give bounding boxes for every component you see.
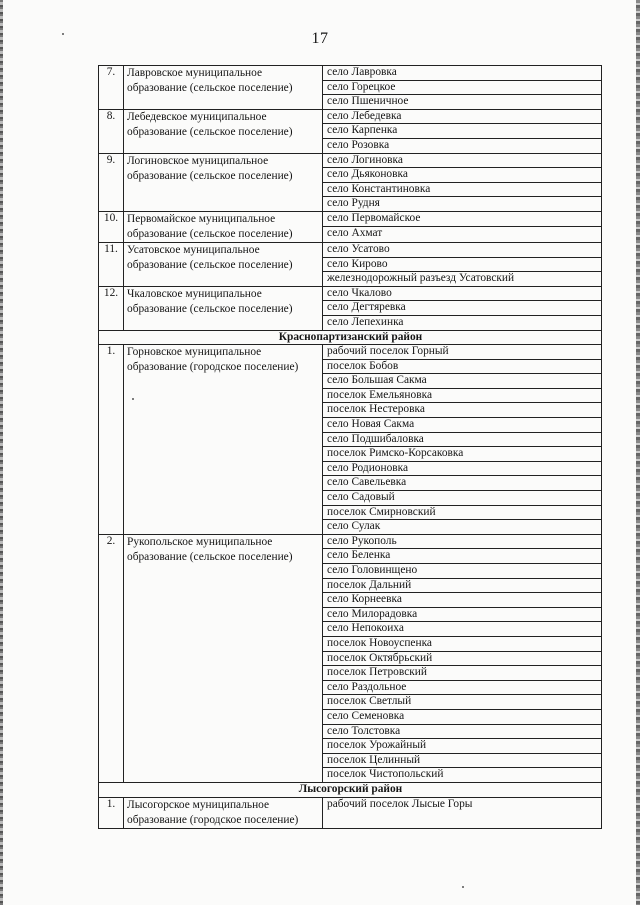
settlement-name: село Лебедевка	[323, 109, 602, 124]
settlement-name: поселок Светлый	[323, 695, 602, 710]
table-row	[99, 211, 602, 227]
settlement-name: село Логиновка	[323, 153, 602, 168]
scan-speck	[62, 33, 64, 35]
settlement-name: рабочий поселок Лысые Горы	[323, 797, 602, 828]
entry-number: 12.	[99, 286, 124, 330]
settlement-name: село Раздольное	[323, 680, 602, 695]
settlement-name: село Дьяконовка	[323, 168, 602, 183]
municipality-name: Лысогорское муниципальное образование (городское поселение)	[124, 797, 323, 828]
region-title-lysogorsky: Лысогорский район	[99, 782, 602, 797]
table-row	[99, 345, 602, 360]
settlement-name: село Большая Сакма	[323, 374, 602, 389]
table-row	[99, 286, 602, 301]
settlement-name: поселок Урожайный	[323, 739, 602, 754]
settlement-name: село Лавровка	[323, 66, 602, 81]
region-row	[99, 330, 602, 345]
settlement-name: село Толстовка	[323, 724, 602, 739]
entry-number: 9.	[99, 153, 124, 211]
settlement-name: рабочий поселок Горный	[323, 345, 602, 360]
table-section-lysogorsky	[99, 797, 602, 828]
table-row	[99, 797, 602, 828]
settlement-name: поселок Петровский	[323, 666, 602, 681]
settlement-name: село Кирово	[323, 257, 602, 272]
entry-number: 11.	[99, 242, 124, 286]
settlement-name: село Беленка	[323, 549, 602, 564]
settlement-name: село Савельевка	[323, 476, 602, 491]
municipality-name: Рукопольское муниципальное образование (сельское поселение)	[124, 534, 323, 782]
entry-number: 8.	[99, 109, 124, 153]
settlement-name: село Сулак	[323, 520, 602, 535]
settlement-name: село Ахмат	[323, 227, 602, 243]
settlement-name: село Милорадовка	[323, 607, 602, 622]
table-row	[99, 242, 602, 257]
table-section-region-header	[99, 330, 602, 345]
settlement-name: поселок Новоуспенка	[323, 636, 602, 651]
settlement-name: поселок Римско-Корсаковка	[323, 447, 602, 462]
settlement-name: село Пшеничное	[323, 95, 602, 110]
municipality-name: Чкаловское муниципальное образование (сельское поселение)	[124, 286, 323, 330]
settlement-name: село Розовка	[323, 138, 602, 153]
settlement-name: село Чкалово	[323, 286, 602, 301]
settlement-name: село Родионовка	[323, 461, 602, 476]
municipality-name: Первомайское муниципальное образование (сельское поселение)	[124, 211, 323, 242]
table-section-region-header-2	[99, 782, 602, 797]
municipality-name: Логиновское муниципальное образование (сельское поселение)	[124, 153, 323, 211]
settlement-name: село Дегтяревка	[323, 301, 602, 316]
entry-number: 10.	[99, 211, 124, 242]
scan-edge-left	[0, 0, 3, 905]
settlement-name: село Подшибаловка	[323, 432, 602, 447]
entry-number: 7.	[99, 66, 124, 110]
settlement-name: поселок Октябрьский	[323, 651, 602, 666]
table-row	[99, 66, 602, 81]
table-row	[99, 109, 602, 124]
settlements-table	[98, 65, 602, 829]
settlement-name: село Рукополь	[323, 534, 602, 549]
settlement-name: село Константиновка	[323, 182, 602, 197]
scan-edge-right	[636, 0, 640, 905]
settlement-name: село Первомайское	[323, 211, 602, 227]
entry-number: 1.	[99, 345, 124, 535]
settlement-name: село Садовый	[323, 491, 602, 506]
settlement-name: село Горецкое	[323, 80, 602, 95]
scan-speck	[462, 886, 464, 888]
scan-speck	[132, 398, 134, 400]
municipality-name: Лавровское муниципальное образование (сельское поселение)	[124, 66, 323, 110]
settlement-name: поселок Смирновский	[323, 505, 602, 520]
settlement-name: поселок Чистопольский	[323, 768, 602, 783]
table-section-krasnopartizansky	[99, 345, 602, 783]
page-number: 17	[311, 30, 329, 47]
settlement-name: село Новая Сакма	[323, 418, 602, 433]
settlement-name: село Корнеевка	[323, 593, 602, 608]
settlement-name: поселок Бобов	[323, 359, 602, 374]
region-row	[99, 782, 602, 797]
settlement-name: село Карпенка	[323, 124, 602, 139]
region-title-krasnopartizansky: Краснопартизанский район	[99, 330, 602, 345]
settlement-name: село Непокоиха	[323, 622, 602, 637]
entry-number: 1.	[99, 797, 124, 828]
municipality-name: Горновское муниципальное образование (городское поселение)	[124, 345, 323, 535]
table-row	[99, 153, 602, 168]
municipality-name: Лебедевское муниципальное образование (сельское поселение)	[124, 109, 323, 153]
settlement-name: село Рудня	[323, 197, 602, 212]
settlement-name: село Головинщено	[323, 564, 602, 579]
settlement-name: село Усатово	[323, 242, 602, 257]
settlement-name: поселок Емельяновка	[323, 388, 602, 403]
settlement-name: поселок Дальний	[323, 578, 602, 593]
settlement-name: железнодорожный разъезд Усатовский	[323, 272, 602, 287]
entry-number: 2.	[99, 534, 124, 782]
settlement-name: поселок Целинный	[323, 753, 602, 768]
settlement-name: поселок Нестеровка	[323, 403, 602, 418]
settlement-name: село Лепехинка	[323, 315, 602, 330]
table-row	[99, 534, 602, 549]
municipality-name: Усатовское муниципальное образование (сельское поселение)	[124, 242, 323, 286]
table-section-top	[99, 66, 602, 331]
settlement-name: село Семеновка	[323, 709, 602, 724]
